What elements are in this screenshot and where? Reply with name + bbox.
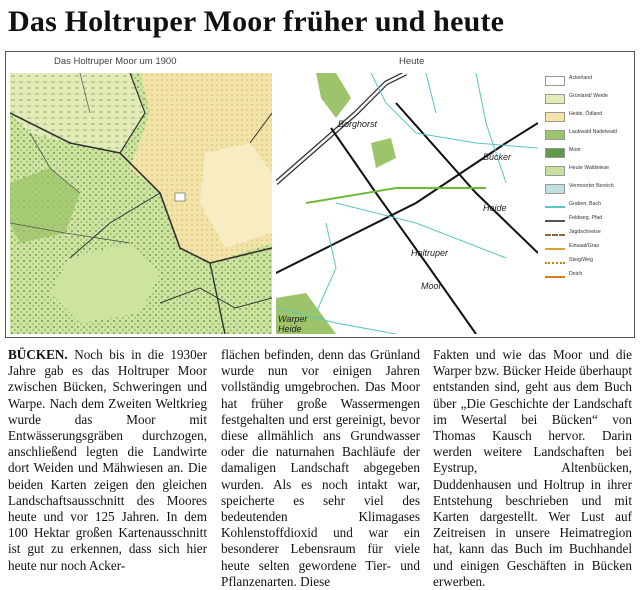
label-buecker: Bücker xyxy=(483,152,512,162)
label-heide-warper: Heide xyxy=(278,324,302,334)
column-3-text: Fakten und wie das Moor und die Warper bzw. Bücker Heide überhaupt entstanden sind, geht aus dem Buch über „Die Geschichte der Landschaft im Wesertal bei Bücken“ von Thomas Kausch hervor. Darin werden weitere Landschaften bei Eystrup, Altenbücken, Duddenhausen und Holtrup in ihrer Entstehung beschrieben und mit Karten dargestellt. Wer Lust auf Zeitreisen in unsere Heimatregion hat, kann das Buch im Buchhandel und einigen Geschäften in Bücken erwerben. xyxy=(433,347,632,589)
article-column-3 xyxy=(433,347,632,590)
column-1-text: Noch bis in die 1930er Jahre gab es das Holtruper Moor zwischen Bücken, Schweringen und Warpe. Nach dem Zweiten Weltkrieg wurde das Moor mit Entwässerungsgräben durchzogen, anschließend legten die Landwirte dort Weiden und Mähwiesen an. Die beiden Karten zeigen den gleichen Landschaftsausschnitt des Moores heute und vor 125 Jahren. In dem 100 Hektar großen Kartenausschnitt ist gut zu erkennen, dass sich hier heute nur noch Acker- xyxy=(8,347,207,573)
label-warper: Warper xyxy=(278,314,308,324)
map-figure xyxy=(5,51,635,338)
present-map xyxy=(276,73,538,334)
legend-line xyxy=(545,234,565,236)
historic-map-graphic xyxy=(10,73,272,334)
legend-line xyxy=(545,248,565,250)
legend-item: Jagdschneise xyxy=(543,229,630,245)
label-moor: Moor xyxy=(421,281,442,291)
legend-item: Graben, Bach xyxy=(543,201,630,217)
legend-swatch xyxy=(545,94,565,104)
legend-line xyxy=(545,262,565,264)
legend-item: Deich xyxy=(543,271,630,287)
legend-swatch xyxy=(545,76,565,86)
article-column-1 xyxy=(8,347,207,574)
legend-item: Grünland/ Weide xyxy=(543,93,630,109)
right-map-title: Heute xyxy=(399,56,425,67)
legend-swatch xyxy=(545,184,565,194)
legend-item: Heide, Ödland xyxy=(543,111,630,127)
legend-item: Moor xyxy=(543,147,630,163)
article-body xyxy=(8,347,632,589)
legend-swatch xyxy=(545,112,565,122)
article-column-2 xyxy=(221,347,420,590)
left-map-title: Das Holtruper Moor um 1900 xyxy=(54,56,177,67)
legend-swatch xyxy=(545,166,565,176)
legend-line xyxy=(545,276,565,278)
legend-item: Heute Waldwiese xyxy=(543,165,630,181)
column-2-text: flächen befinden, denn das Grünland wurde nun vor einigen Jahren vollständig umgebrochen. Das Moor hat früher große Wassermengen festgehalten und erst gereinigt, bevor diese allmählich ans Grundwasser oder die naturnahen Bachläufe der damaligen Landschaft abgegeben wurden. Als es noch intakt war, speicherte es sehr viel des bedeutenden Klimagases Kohlenstoffdioxid und war ein besonderer Lebensraum für viele heute selten gewordene Tier- und Pflanzenarten. Diese xyxy=(221,347,420,589)
legend-item: Einsaat/Gras xyxy=(543,243,630,259)
legend-item: Laubwald Nadelwald xyxy=(543,129,630,145)
legend-line xyxy=(545,220,565,222)
label-heide: Heide xyxy=(483,203,507,213)
legend-swatch xyxy=(545,148,565,158)
legend-item: Ackerland xyxy=(543,75,630,91)
legend-item: Feldweg, Pfad xyxy=(543,215,630,231)
page-title: Das Holtruper Moor früher und heute xyxy=(8,5,505,38)
legend-line xyxy=(545,206,565,208)
label-borghorst: Borghorst xyxy=(338,119,378,129)
legend-item: Vermoorter Bereich xyxy=(543,183,630,199)
historic-map xyxy=(10,73,272,334)
map-legend xyxy=(543,73,630,334)
label-holtruper: Holtruper xyxy=(411,248,449,258)
legend-item: Steig/Weg xyxy=(543,257,630,273)
dateline: BÜCKEN. xyxy=(8,347,68,362)
legend-swatch xyxy=(545,130,565,140)
